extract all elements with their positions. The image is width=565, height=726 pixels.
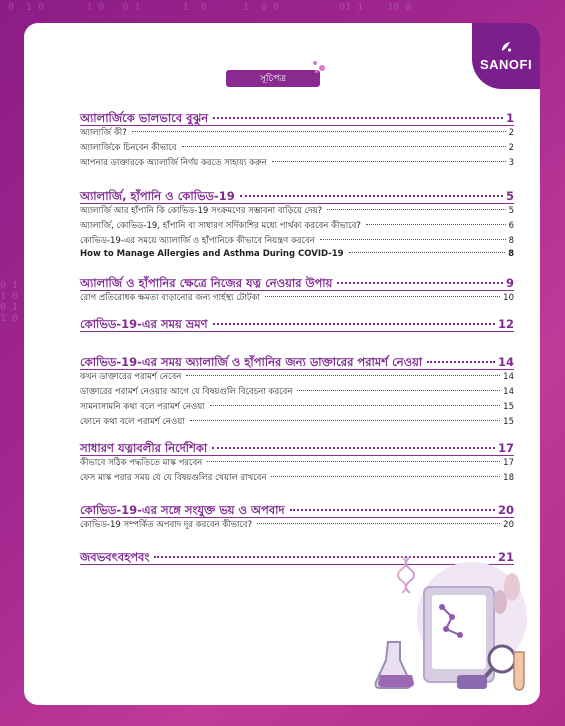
toc-section-title: জবভবৎবহপবং [80,550,150,564]
toc-section-heading[interactable] [80,316,514,332]
toc-entry[interactable] [80,456,514,471]
dot-leader [190,420,500,421]
toc-section-page: 20 [497,503,514,517]
toc-entry-title: কোভিড-19 সম্পর্কিত অপবাদ দূর করবেন কীভাবে? [80,520,253,530]
section-divider [80,369,514,370]
toc-section-page: 14 [497,355,514,369]
toc-entry[interactable] [80,126,514,141]
section-divider [80,331,514,332]
dot-leader [210,405,500,406]
toc-section-title: অ্যালার্জি, হাঁপানি ও কোভিড-19 [80,189,235,203]
toc-entry-title: অ্যালার্জি আর হাঁপানি কি কোভিড-19 সংক্রমণের সম্ভাবনা বাড়িয়ে দেয়? [80,206,323,216]
dot-leader [290,509,495,511]
dot-leader [240,195,503,197]
toc-section-page: 5 [505,189,514,203]
toc-entry-title: কীভাবে সঠিক পদ্ধতিতে মাস্ক পরবেন [80,458,203,468]
toc-entry-page: 2 [508,128,514,138]
brand-logo [472,23,540,89]
dot-leader [427,361,495,363]
toc-section-heading[interactable] [80,110,514,126]
toc-section [80,110,514,171]
toc-section [80,316,514,332]
section-divider [80,125,514,126]
toc-entry[interactable] [80,249,514,264]
toc-section-page: 1 [505,111,514,125]
toc-entry[interactable] [80,219,514,234]
toc-entry-page: 17 [503,458,514,468]
dot-leader [271,476,500,477]
toc-section-title: কোভিড-19-এর সময় অ্যালার্জি ও হাঁপানির জন্য ডাক্তারের পরামর্শ নেওয়া [80,355,423,369]
section-divider [80,455,514,456]
sanofi-logo-icon [499,40,513,57]
toc-entry-page: 14 [503,387,514,397]
dot-leader [366,224,506,225]
toc-entry-page: 15 [503,417,514,427]
toc-section-heading[interactable] [80,440,514,456]
toc-entry-title: অ্যালার্জিকে চিনবেন কীভাবে [80,143,177,153]
background-binary-pattern: 0 1 1 0 0 1 1 0 [0,280,19,324]
toc-entry[interactable] [80,471,514,486]
toc-section-heading[interactable] [80,188,514,204]
toc-entry-page: 15 [503,402,514,412]
dot-leader [349,252,506,253]
toc-section-page: 9 [505,276,514,290]
toc-entry-title: কোভিড-19-এর সময়ে অ্যালার্জি ও হাঁপানিকে কীভাবে নিয়ন্ত্রণ করবেন [80,236,315,246]
toc-entry[interactable] [80,385,514,400]
toc-section-title: অ্যালার্জিকে ভালভাবে বুঝুন [80,111,209,125]
dot-leader [207,461,500,462]
toc-entry-page: 2 [508,143,514,153]
toc-section [80,188,514,264]
toc-entry-title: How to Manage Allergies and Asthma During COVID-19 [80,249,344,259]
dot-leader [257,523,500,524]
toc-section-heading[interactable] [80,354,514,370]
toc-section-title: সাধারণ যত্নাবলীর নির্দেশিকা [80,441,208,455]
toc-entry[interactable] [80,204,514,219]
toc-entry-title: ফেস মাস্ক পরার সময় যে যে বিষয়গুলির খেয়াল রাখবেন [80,473,267,483]
toc-entry[interactable] [80,156,514,171]
toc-entry-title: ডাক্তারের পরামর্শ নেওয়ার আগে যে বিষয়গুলি বিবেচনা করবেন [80,387,293,397]
toc-entry[interactable] [80,291,514,306]
background-binary-pattern: 0 1 0 1 0 0 1 1 0 1 0 0 01 1 10 0 [8,2,412,13]
toc-entry[interactable] [80,234,514,249]
page-title: সূচিপত্র [226,70,320,87]
toc-section-page: 12 [497,317,514,331]
toc-section [80,354,514,430]
toc-section-heading[interactable] [80,275,514,291]
dot-leader [213,323,495,325]
toc-section [80,440,514,486]
toc-entry[interactable] [80,415,514,430]
dot-leader [272,161,506,162]
toc-entry-title: অ্যালার্জি কী? [80,128,127,138]
dot-leader [212,447,495,449]
toc-section-title: অ্যালার্জি ও হাঁপানির ক্ষেত্রে নিজের যত্ন নেওয়ার উপায় [80,276,333,290]
toc-section-title: কোভিড-19-এর সঙ্গে সংযুক্ত ভয় ও অপবাদ [80,503,285,517]
toc-entry-page: 10 [503,293,514,303]
toc-entry-page: 6 [508,221,514,231]
toc-page [24,23,540,705]
toc-entry-title: ফোনে কথা বলে পরামর্শ নেওয়া [80,417,185,427]
brand-name: SANOFI [479,57,533,72]
toc-entry-page: 3 [508,158,514,168]
toc-entry-page: 8 [508,249,514,259]
toc-entry-page: 18 [503,473,514,483]
toc-entry-title: অ্যালার্জি, কোভিড-19, হাঁপানি বা সাধারণ সর্দিকাশির মধ্যে পার্থক্য করবেন কীভাবে? [80,221,361,231]
toc-entry-title: আপনার ডাক্তারকে অ্যালার্জি নির্ণয় করতে সাহায্য করুন [80,158,267,168]
toc-entry-page: 5 [508,206,514,216]
toc-entry[interactable] [80,400,514,415]
toc-entry-title: সামনাসামনি কথা বলে পরামর্শ নেওয়া [80,402,205,412]
dot-leader [182,146,506,147]
section-divider [80,517,514,518]
science-illustration-icon [362,547,532,697]
toc-section-heading[interactable] [80,502,514,518]
toc-entry-page: 14 [503,372,514,382]
dot-leader [132,131,506,132]
toc-section-page: 17 [497,441,514,455]
dot-leader [297,390,500,391]
toc-section-page: 21 [497,550,514,564]
toc-entry-title: রোগ প্রতিরোধক ক্ষমতা বাড়ানোর জন্য গার্হস্থ্য টোটকা [80,293,260,303]
toc-entry[interactable] [80,518,514,533]
dot-leader [327,209,505,210]
dot-leader [213,117,503,119]
dot-leader [337,282,503,284]
toc-entry-title: কখন ডাক্তারের পরামর্শ নেবেন [80,372,182,382]
toc-entry-page: 20 [503,520,514,530]
dot-leader [265,296,500,297]
section-divider [80,290,514,291]
toc-entry[interactable] [80,141,514,156]
section-divider [80,203,514,204]
dot-leader [320,239,506,240]
toc-entry-page: 8 [508,236,514,246]
toc-section-title: কোভিড-19-এর সময় ভ্রমণ [80,317,208,331]
dot-leader [186,375,500,376]
toc-entry[interactable] [80,370,514,385]
